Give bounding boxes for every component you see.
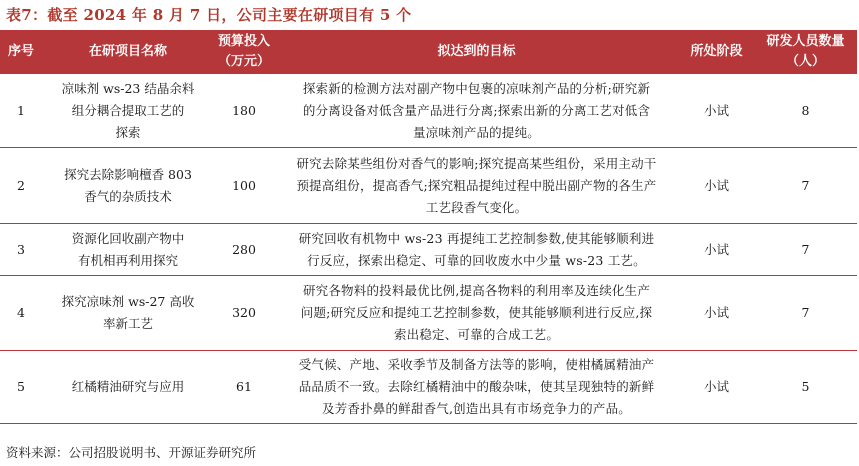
cell-goal-line: 研究回收有机物中 ws-23 再提纯工艺控制参数,使其能够顺利进 <box>298 230 655 246</box>
cell-budget: 280 <box>214 224 274 276</box>
cell-name-line: 探究凉味剂 ws-27 高收 <box>61 294 195 309</box>
cell-goal-line: 问题;研究反应和提纯工艺控制参数，使其能够顺利进行反应,探 <box>300 305 653 320</box>
cell-budget: 100 <box>214 148 274 224</box>
cell-name <box>42 224 214 276</box>
cell-goal <box>274 74 679 148</box>
cell-name-line: 香气的杂质技术 <box>84 188 172 204</box>
cell-name-line: 率新工艺 <box>102 316 153 331</box>
header-budget-line2: （万元） <box>217 54 270 69</box>
cell-name <box>42 276 214 351</box>
cell-goal-line: 研究各物料的投料最优比例,提高各物料的利用率及连续化生产 <box>302 283 651 298</box>
cell-stage: 小试 <box>679 224 754 276</box>
cell-stage: 小试 <box>679 74 754 148</box>
cell-goal-line: 品品质不一致。去除红橘精油中的酸杂味，使其呈现独特的新鲜 <box>298 379 655 394</box>
header-staff-line2: （人） <box>785 54 825 69</box>
cell-budget: 320 <box>214 276 274 351</box>
cell-goal <box>274 224 679 276</box>
cell-goal-line: 索出稳定、可靠的合成工艺。 <box>393 327 560 342</box>
cell-goal-line: 的分离设备对低含量产品进行分离;探索出新的分离工艺对低含 <box>302 102 651 118</box>
cell-goal <box>274 351 679 424</box>
header-staff-line1: 研发人员数量 <box>766 34 845 49</box>
cell-no: 5 <box>0 351 42 424</box>
table-row <box>0 276 857 351</box>
cell-budget: 61 <box>214 351 274 424</box>
table-title: 表7：截至 2024 年 8 月 7 日，公司主要在研项目有 5 个 <box>6 6 412 24</box>
cell-goal-line: 受气候、产地、采收季节及制备方法等的影响，使柑橘属精油产 <box>298 357 655 372</box>
header-budget <box>214 30 274 74</box>
cell-no: 4 <box>0 276 42 351</box>
table-row <box>0 351 857 424</box>
cell-goal-line: 研究去除某些组份对香气的影响;探究提高某些组份，采用主动干 <box>296 155 657 171</box>
cell-goal-line: 行反应，探索出稳定、可靠的回收废水中少量 ws-23 工艺。 <box>307 252 646 268</box>
cell-stage: 小试 <box>679 276 754 351</box>
cell-name-line: 资源化回收副产物中 <box>71 230 185 246</box>
cell-name-line: 凉味剂 ws-23 结晶余料 <box>61 80 195 96</box>
header-name: 在研项目名称 <box>42 30 214 74</box>
cell-name-line: 探索 <box>115 124 141 140</box>
header-goal: 拟达到的目标 <box>274 30 679 74</box>
cell-stage: 小试 <box>679 148 754 224</box>
cell-goal <box>274 276 679 351</box>
cell-goal <box>274 148 679 224</box>
cell-staff: 7 <box>754 276 857 351</box>
cell-name-line: 探究去除影响檀香 803 <box>64 166 192 182</box>
table-row <box>0 224 857 276</box>
table-header-row <box>0 30 857 74</box>
cell-goal-line: 预提高组份，提高香气;探究粗品提纯过程中脱出副产物的各生产 <box>296 177 657 193</box>
cell-name <box>42 148 214 224</box>
cell-goal-line: 工艺段香气变化。 <box>425 199 528 215</box>
cell-goal-line: 及芳香扑鼻的鲜甜香气,创造出具有市场竞争力的产品。 <box>322 401 631 416</box>
cell-staff: 5 <box>754 351 857 424</box>
cell-stage: 小试 <box>679 351 754 424</box>
cell-no: 1 <box>0 74 42 148</box>
table-row <box>0 148 857 224</box>
cell-staff: 7 <box>754 224 857 276</box>
cell-budget: 180 <box>214 74 274 148</box>
cell-goal-line: 量凉味剂产品的提纯。 <box>412 124 540 140</box>
cell-name <box>42 351 214 424</box>
cell-goal-line: 探索新的检测方法对副产物中包裹的凉味剂产品的分析;研究新 <box>302 80 651 96</box>
cell-staff: 8 <box>754 74 857 148</box>
header-no: 序号 <box>0 30 42 74</box>
cell-name-line: 红橘精油研究与应用 <box>71 379 185 394</box>
header-staff <box>754 30 857 74</box>
header-stage: 所处阶段 <box>679 30 754 74</box>
source-note: 资料来源：公司招股说明书、开源证券研究所 <box>6 445 257 460</box>
cell-name-line: 组分耦合提取工艺的 <box>71 102 185 118</box>
projects-table <box>0 30 857 424</box>
cell-name <box>42 74 214 148</box>
header-budget-line1: 预算投入 <box>217 34 270 49</box>
cell-no: 3 <box>0 224 42 276</box>
cell-staff: 7 <box>754 148 857 224</box>
cell-name-line: 有机相再利用探究 <box>77 252 178 268</box>
cell-no: 2 <box>0 148 42 224</box>
table-row <box>0 74 857 148</box>
